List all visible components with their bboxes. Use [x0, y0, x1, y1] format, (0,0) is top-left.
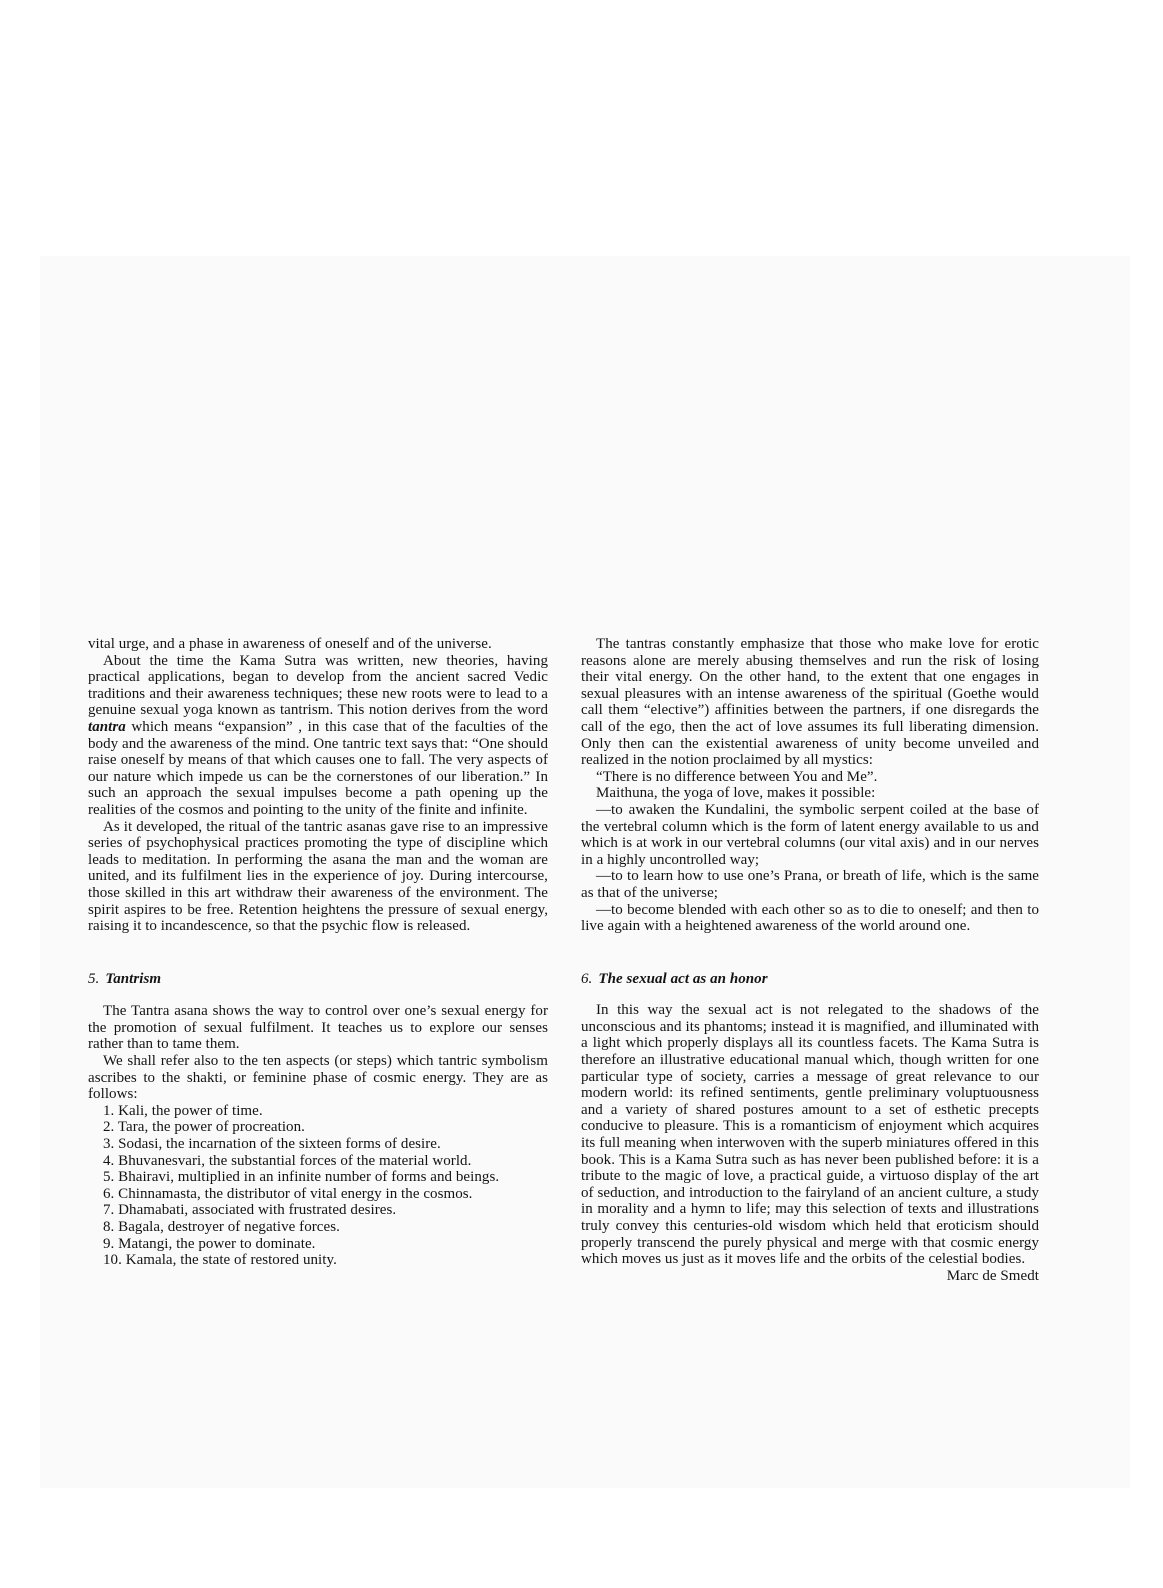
section-heading-tantrism [88, 971, 548, 988]
paragraph-text: About the time the Kama Sutra was written, new theories, having practical applications, began to develop from the ancient sacred Vedic traditions and their awareness techniques; these new roots were to lead to a genuine sexual yoga known as tantrism. This notion derives from the word [88, 652, 548, 719]
paragraph-vital-urge: vital urge, and a phase in awareness of oneself and of the universe. [88, 636, 492, 652]
paragraph-tantric-asanas: As it developed, the ritual of the tantric asanas gave rise to an impressive series of psychophysical practices promoting the type of discipline which leads to meditation. In performing the asana the man and the woman are united, and its fulfilment lies in the experience of joy. During intercourse, those skilled in this art withdraw their awareness of the environment. The spirit aspires to be free. Retention heightens the pressure of sexual energy, raising it to incandescence, so that the psychic flow is released. [88, 818, 548, 935]
dash-item-blended: —to become blended with each other so as to die to oneself; and then to live again with a heightened awareness of the world around one. [581, 901, 1039, 935]
list-item: 1. Kali, the power of time. [103, 1102, 263, 1119]
right-column [581, 636, 1039, 1284]
list-item: 8. Bagala, destroyer of negative forces. [103, 1219, 340, 1235]
paragraph-text: which means “expansion” , in this case that of the faculties of the body and the awareness of the mind. One tantric text says that: “One should raise oneself by means of that which causes one to fall. The very aspects of our nature which impede us can be the cornerstones of our liberation.” In such an approach the sexual impulses become a path opening up the realities of the cosmos and pointing to the unity of the finite and infinite. [88, 718, 548, 818]
paragraph-sexual-act-magnified: In this way the sexual act is not relegated to the shadows of the unconscious and its phantoms; instead it is magnified, and illuminated with a light which properly displays all its countless facets. The Kama Sutra is therefore an illustrative educational manual which, though written for one particular type of society, carries a message of great relevance to our modern world: its refined sentiments, gentle preliminary voluptuousness and a variety of shared postures amount to a set of esthetic precepts conducive to pleasure. This is a romanticism of enjoyment which acquires its full meaning when interwoven with the superb miniatures offered in this book. This is a Kama Sutra such as has never been published before: it is a tribute to the magic of love, a practical guide, a virtuoso display of the art of seduction, and introduction to the fairyland of an ancient culture, a study in morality and a hymn to life; may this selection of texts and illustrations truly convey this centuries-old wisdom which held that eroticism should properly transcend the purely physical and merge with that cosmic energy which moves us just as it moves life and the orbits of the celestial bodies. [581, 1002, 1039, 1268]
section-number: 5. [88, 970, 100, 987]
author-signature: Marc de Smedt [946, 1267, 1039, 1284]
section-number: 6. [581, 970, 593, 987]
list-item: 2. Tara, the power of procreation. [103, 1119, 305, 1136]
paragraph-ten-aspects: We shall refer also to the ten aspects (or steps) which tantric symbolism ascribes to the shakti, or feminine phase of cosmic energy. They are as follows: [88, 1053, 548, 1103]
list-item: 3. Sodasi, the incarnation of the sixteen forms of desire. [103, 1136, 441, 1153]
list-item: 7. Dhamabati, associated with frustrated desires. [103, 1202, 397, 1219]
list-item: 4. Bhuvanesvari, the substantial forces of the material world. [103, 1152, 472, 1169]
dash-item-prana: —to to learn how to use one’s Prana, or breath of life, which is the same as that of the universe; [581, 868, 1039, 901]
left-column [88, 636, 548, 1269]
list-item: 5. Bhairavi, multiplied in an infinite number of forms and beings. [103, 1169, 500, 1186]
dash-item-kundalini: —to awaken the Kundalini, the symbolic serpent coiled at the base of the vertebral column which is the form of latent energy available to us and which is at work in our vertebral columns (our vital axis) and in our nerves in a highly uncontrolled way; [581, 801, 1039, 868]
paragraph-kama-sutra-theories [88, 653, 548, 819]
section-title: The sexual act as an honor [598, 970, 768, 987]
shakti-aspects-list [88, 1103, 548, 1269]
list-item: 10. Kamala, the state of restored unity. [103, 1252, 337, 1269]
section-title: Tantrism [105, 970, 162, 987]
paragraph-tantras-emphasize: The tantras constantly emphasize that those who make love for erotic reasons alone are merely abusing themselves and run the risk of losing their vital energy. On the other hand, to the extent that one engages in sexual pleasures with an intense awareness of the spiritual (Goethe would call them “elective”) affinities between the partners, if one disregards the call of the ego, then the act of love assumes its full liberating dimension. Only then can the existential awareness of unity become unveiled and realized in the notion proclaimed by all mystics: [581, 636, 1039, 769]
list-item: 9. Matangi, the power to dominate. [103, 1235, 316, 1252]
italic-term-tantra: tantra [88, 718, 126, 735]
list-item: 6. Chinnamasta, the distributor of vital energy in the cosmos. [103, 1185, 473, 1202]
section-heading-sexual-act-honor [581, 971, 1039, 988]
paragraph-tantra-asana: The Tantra asana shows the way to control over one’s sexual energy for the promotion of sexual fulfilment. It teaches us to explore our senses rather than to tame them. [88, 1003, 548, 1053]
quote-you-and-me: “There is no difference between You and Me”. [596, 768, 878, 785]
paragraph-maithuna: Maithuna, the yoga of love, makes it possible: [596, 785, 876, 802]
